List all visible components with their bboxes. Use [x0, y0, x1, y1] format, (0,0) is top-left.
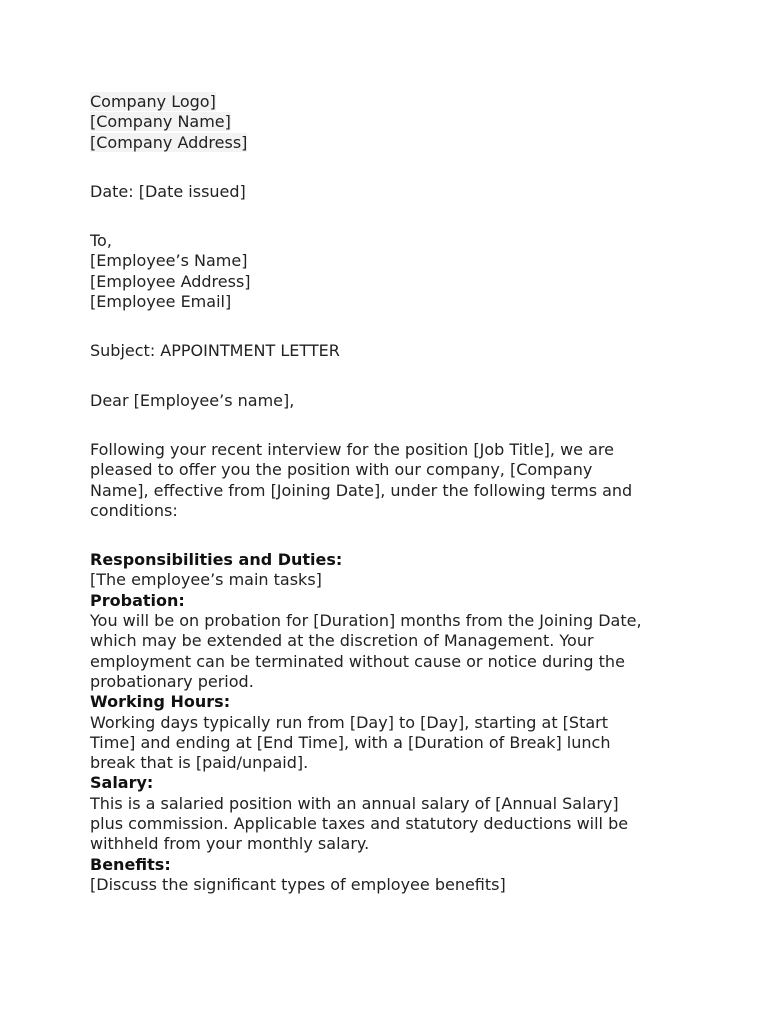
probation-text: probationary period.	[90, 671, 254, 691]
letter-document	[90, 92, 690, 895]
recipient-name: [Employee’s Name]	[90, 251, 248, 271]
salary-text: plus commission. Applicable taxes and statutory deductions will be	[90, 814, 629, 834]
salary-text: This is a salaried position with an annual salary of [Annual Salary]	[90, 793, 619, 813]
salary-heading: Salary:	[90, 773, 154, 793]
working-hours-text: break that is [paid/unpaid].	[90, 753, 309, 773]
salary-text: withheld from your monthly salary.	[90, 834, 370, 854]
working-hours-text: Working days typically run from [Day] to [Day], starting at [Start	[90, 712, 608, 732]
probation-text: You will be on probation for [Duration] months from the Joining Date,	[90, 611, 642, 631]
intro-paragraph	[90, 440, 690, 521]
letterhead	[90, 92, 690, 153]
working-hours-heading: Working Hours:	[90, 692, 231, 712]
intro-line: Following your recent interview for the position [Job Title], we are	[90, 439, 614, 459]
spacer	[90, 312, 690, 341]
recipient-address: [Employee Address]	[90, 271, 251, 291]
benefits-heading: Benefits:	[90, 854, 171, 874]
company-name-placeholder: [Company Name]	[90, 112, 231, 132]
company-logo-placeholder: Company Logo]	[90, 92, 216, 111]
recipient-block	[90, 231, 690, 312]
recipient-email: [Employee Email]	[90, 292, 232, 312]
spacer	[90, 411, 690, 440]
probation-text: employment can be terminated without cause or notice during the	[90, 651, 625, 671]
date-line: Date: [Date issued]	[90, 181, 246, 201]
spacer	[90, 202, 690, 231]
recipient-to: To,	[90, 231, 112, 251]
responsibilities-heading: Responsibilities and Duties:	[90, 550, 343, 570]
benefits-text: [Discuss the significant types of employee benefits]	[90, 874, 506, 894]
salutation: Dear [Employee’s name],	[90, 390, 295, 410]
working-hours-text: Time] and ending at [End Time], with a [Duration of Break] lunch	[90, 732, 611, 752]
spacer	[90, 153, 690, 182]
probation-heading: Probation:	[90, 590, 185, 610]
intro-line: conditions:	[90, 500, 178, 520]
company-address-placeholder: [Company Address]	[90, 132, 248, 152]
intro-line: Name], effective from [Joining Date], under the following terms and	[90, 480, 633, 500]
terms-section	[90, 550, 690, 895]
spacer	[90, 362, 690, 391]
probation-text: which may be extended at the discretion of Management. Your	[90, 631, 594, 651]
intro-line: pleased to offer you the position with our company, [Company	[90, 460, 593, 480]
responsibilities-text: [The employee’s main tasks]	[90, 570, 322, 590]
subject-line: Subject: APPOINTMENT LETTER	[90, 341, 340, 361]
spacer	[90, 521, 690, 550]
